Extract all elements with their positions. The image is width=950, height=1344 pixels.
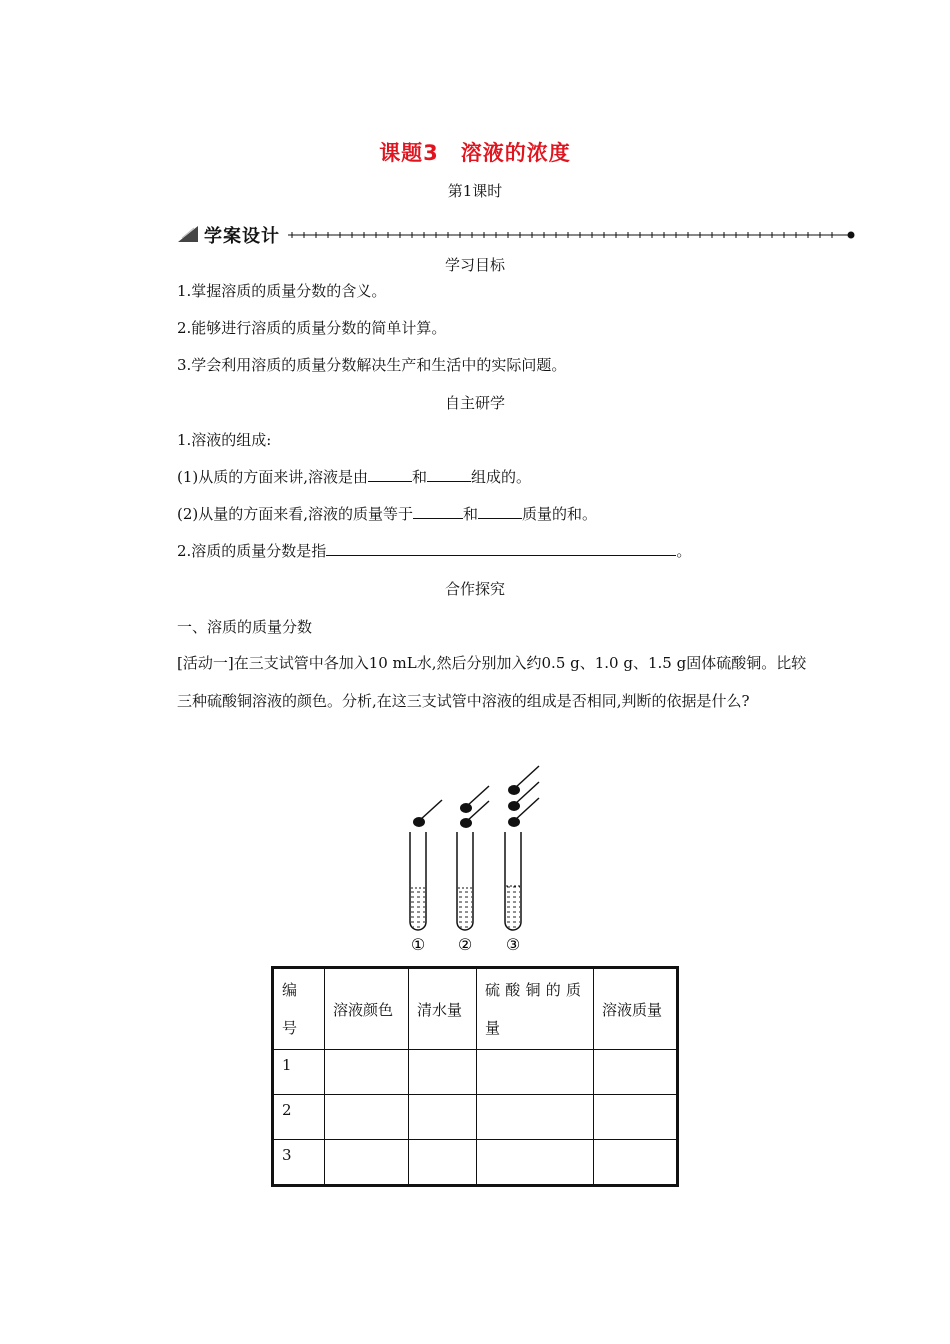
table-cell[interactable] <box>594 1095 678 1140</box>
table-row <box>273 1050 678 1095</box>
test-tube-3 <box>505 766 539 930</box>
table-row <box>273 1140 678 1186</box>
table-cell[interactable] <box>325 1095 409 1140</box>
table-cell[interactable] <box>477 1140 594 1186</box>
question-1a-suffix: 组成的。 <box>471 468 532 486</box>
header-cell-color: 溶液颜色 <box>325 968 409 1050</box>
banner-label: 学案设计 <box>204 226 280 247</box>
test-tube-figure <box>380 760 580 960</box>
question-1a <box>177 466 531 487</box>
question-2-prefix: 2.溶质的质量分数是指 <box>177 542 327 560</box>
page-title: 课题3 溶液的浓度 <box>379 141 571 165</box>
cooperate-heading: 合作探究 <box>444 580 505 598</box>
question-1: 1.溶液的组成: <box>177 431 272 449</box>
data-table <box>271 966 679 1187</box>
question-2-suffix: 。 <box>676 542 692 560</box>
answer-blank[interactable] <box>478 503 522 519</box>
table-cell[interactable] <box>325 1140 409 1186</box>
activity-text: [活动一]在三支试管中各加入10 mL水,然后分别加入约0.5 g、1.0 g、1.5 g固体硫酸铜。比较三种硫酸铜溶液的颜色。分析,在这三支试管中溶液的组成是否相同,判断的依据是什么? <box>177 654 807 710</box>
table-cell[interactable] <box>325 1050 409 1095</box>
tube-label: ① <box>410 935 426 954</box>
header-cell-copper-sulfate: 硫酸铜的质量 <box>477 968 594 1050</box>
question-1b <box>177 503 597 524</box>
objective-item: 3.学会利用溶质的质量分数解决生产和生活中的实际问题。 <box>177 356 567 374</box>
table-row <box>273 1095 678 1140</box>
test-tubes-illustration <box>380 760 580 960</box>
table-cell[interactable] <box>409 1095 477 1140</box>
header-label: 编号 <box>282 981 298 1037</box>
table-cell[interactable] <box>409 1140 477 1186</box>
question-1b-suffix: 质量的和。 <box>522 505 598 523</box>
header-cell-solution-mass: 溶液质量 <box>594 968 678 1050</box>
table-cell[interactable] <box>477 1050 594 1095</box>
table-cell: 2 <box>273 1095 325 1140</box>
tube-label: ③ <box>505 935 521 954</box>
answer-blank[interactable] <box>368 466 412 482</box>
test-tube-2 <box>457 786 489 930</box>
table-cell[interactable] <box>594 1050 678 1095</box>
section-banner <box>176 222 856 250</box>
table-cell[interactable] <box>477 1095 594 1140</box>
answer-blank[interactable] <box>427 466 471 482</box>
answer-blank[interactable] <box>413 503 463 519</box>
header-cell-water: 清水量 <box>409 968 477 1050</box>
question-1b-prefix: (2)从量的方面来看,溶液的质量等于 <box>177 505 414 523</box>
table-cell: 1 <box>273 1050 325 1095</box>
table-cell: 3 <box>273 1140 325 1186</box>
answer-blank[interactable] <box>326 540 676 556</box>
table-cell[interactable] <box>594 1140 678 1186</box>
header-cell-number <box>273 968 325 1050</box>
question-1b-mid: 和 <box>463 505 479 523</box>
objective-item: 1.掌握溶质的质量分数的含义。 <box>177 282 387 300</box>
objectives-heading: 学习目标 <box>444 256 505 274</box>
lesson-period: 第1课时 <box>447 182 503 200</box>
tube-label: ② <box>457 935 473 954</box>
section-heading: 一、溶质的质量分数 <box>177 618 313 636</box>
self-study-heading: 自主研学 <box>444 394 505 412</box>
question-2 <box>177 540 691 561</box>
question-1a-mid: 和 <box>412 468 428 486</box>
question-1a-prefix: (1)从质的方面来讲,溶液是由 <box>177 468 369 486</box>
table-cell[interactable] <box>409 1050 477 1095</box>
objective-item: 2.能够进行溶质的质量分数的简单计算。 <box>177 319 447 337</box>
table-header-row <box>273 968 678 1050</box>
test-tube-1 <box>410 800 442 930</box>
